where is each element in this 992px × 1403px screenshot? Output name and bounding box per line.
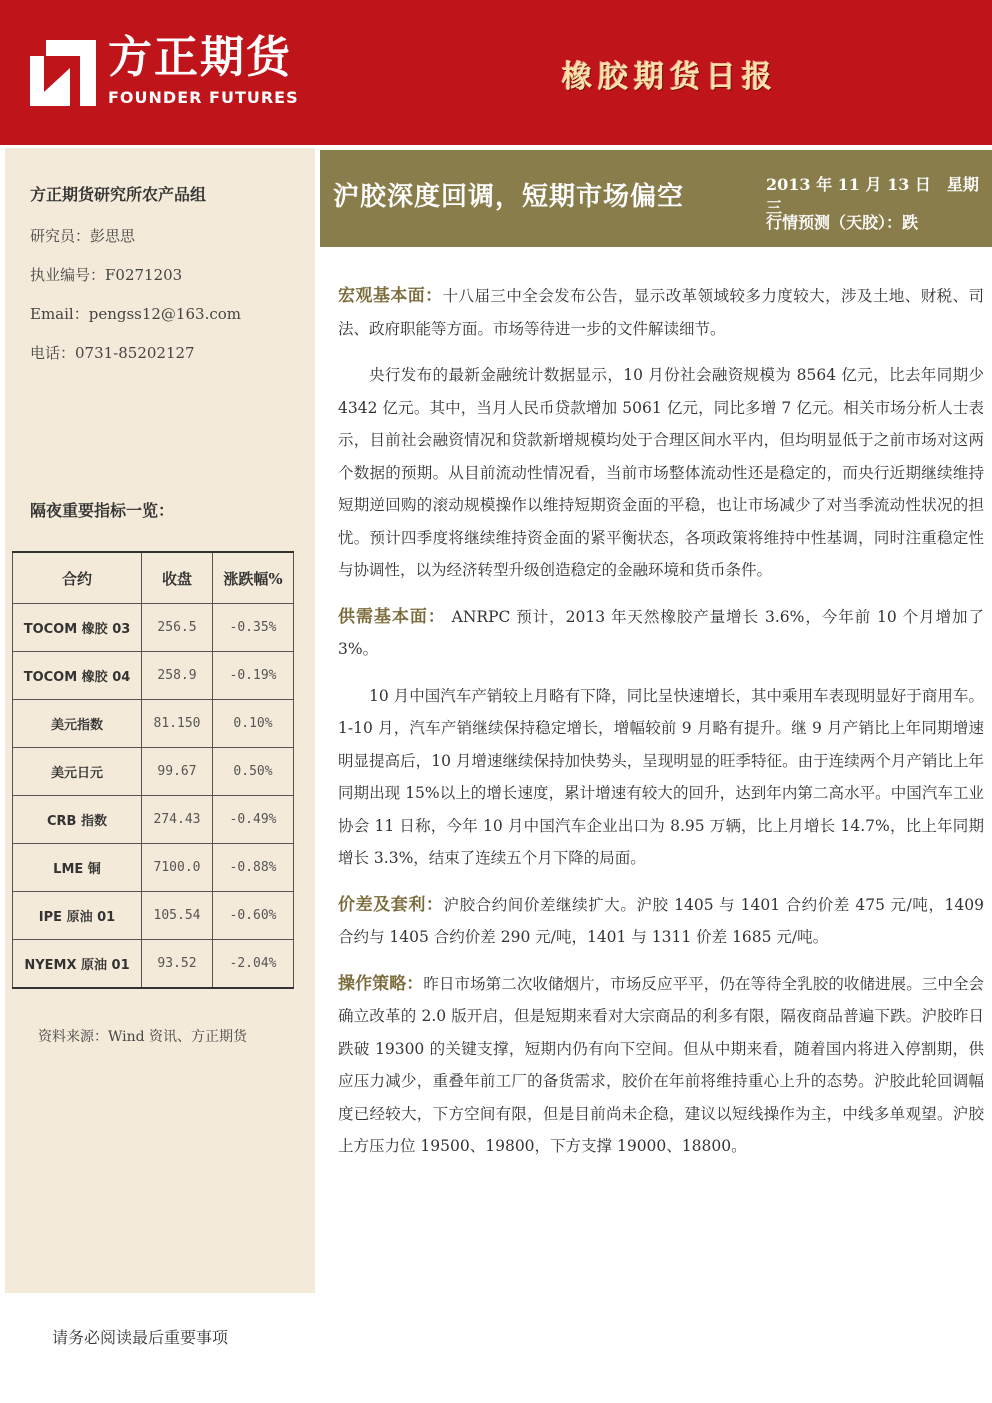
contract-name: TOCOM 橡胶 04 bbox=[13, 652, 142, 700]
footer-note: 请务必阅读最后重要事项 bbox=[52, 1328, 229, 1347]
data-source: 资料来源：Wind 资讯、方正期货 bbox=[38, 1029, 248, 1045]
section-heading-macro: 宏观基本面： bbox=[338, 286, 443, 306]
contract-name: 美元指数 bbox=[13, 700, 142, 748]
section-heading-strategy: 操作策略： bbox=[338, 973, 424, 994]
contract-name: LME 铜 bbox=[13, 844, 142, 892]
research-group: 方正期货研究所农产品组 bbox=[30, 185, 207, 204]
table-header-row bbox=[13, 552, 294, 604]
section-heading-spread: 价差及套利： bbox=[338, 894, 444, 915]
close-value: 274.43 bbox=[142, 796, 213, 844]
change-percent: -0.19% bbox=[213, 652, 294, 700]
table-row bbox=[13, 700, 294, 748]
macro-text: 十八届三中全会发布公告，显示改革领域较多力度较大，涉及土地、财税、司法、政府职能等方面。市场等待进一步的文件解读细节。 bbox=[338, 287, 984, 338]
contract-name: 美元日元 bbox=[13, 748, 142, 796]
spread-paragraph bbox=[338, 889, 984, 954]
table-row bbox=[13, 940, 294, 989]
change-percent: -2.04% bbox=[213, 940, 294, 989]
contract-name: IPE 原油 01 bbox=[13, 892, 142, 940]
change-percent: -0.35% bbox=[213, 604, 294, 652]
close-value: 93.52 bbox=[142, 940, 213, 989]
close-value: 7100.0 bbox=[142, 844, 213, 892]
close-value: 105.54 bbox=[142, 892, 213, 940]
close-value: 256.5 bbox=[142, 604, 213, 652]
table-row bbox=[13, 604, 294, 652]
section-heading-supply: 供需基本面： bbox=[338, 606, 446, 627]
close-value: 258.9 bbox=[142, 652, 213, 700]
overnight-indicators-table bbox=[12, 551, 294, 989]
supply-text: ANRPC 预计，2013 年天然橡胶产量增长 3.6%，今年前 10 个月增加了 3%。 bbox=[338, 607, 985, 658]
contract-name: TOCOM 橡胶 03 bbox=[13, 604, 142, 652]
report-date: 2013 年 11 月 13 日 星期三 bbox=[766, 175, 979, 217]
license-number: 执业编号：F0271203 bbox=[30, 266, 183, 284]
market-forecast: 行情预测（天胶）：跌 bbox=[766, 213, 919, 232]
table-row bbox=[13, 796, 294, 844]
table-row bbox=[13, 652, 294, 700]
logo-text-cn: 方正期货 bbox=[108, 32, 292, 83]
contract-name: NYEMX 原油 01 bbox=[13, 940, 142, 989]
change-percent: 0.50% bbox=[213, 748, 294, 796]
close-value: 81.150 bbox=[142, 700, 213, 748]
change-percent: 0.10% bbox=[213, 700, 294, 748]
researcher-name: 研究员：彭思思 bbox=[30, 227, 136, 245]
table-row bbox=[13, 748, 294, 796]
strategy-text: 昨日市场第二次收储烟片，市场反应平平，仍在等待全乳胶的收储进展。三中全会确立改革的 2.0 版开启，但是短期来看对大宗商品的利多有限，隔夜商品普遍下跌。沪胶昨日跌破 19300 的关键支撑，短期内仍有向下空间。但从中期来看，随着国内将进入停割期，供应压力减少，重叠年前工厂的备货需求，胶价在年前将维持重心上升的态势。沪胶此轮回调幅度已经较大，下方空间有限，但是目前尚未企稳，建议以短线操作为主，中线多单观望。沪胶上方压力位 19500、19800，下方支撑 19000、18800。 bbox=[338, 974, 984, 1155]
close-value: 99.67 bbox=[142, 748, 213, 796]
macro-paragraph bbox=[338, 280, 984, 345]
table-row bbox=[13, 844, 294, 892]
page-header bbox=[0, 0, 992, 145]
strategy-paragraph bbox=[338, 968, 984, 1163]
spread-text: 沪胶合约间价差继续扩大。沪胶 1405 与 1401 合约价差 475 元/吨，1409 合约与 1405 合约价差 290 元/吨，1401 与 1311 价差 1685 元/吨。 bbox=[338, 895, 984, 946]
logo-text-en: FOUNDER FUTURES bbox=[108, 88, 299, 107]
table-row bbox=[13, 892, 294, 940]
report-body bbox=[338, 280, 984, 1163]
change-percent: -0.60% bbox=[213, 892, 294, 940]
indicators-heading: 隔夜重要指标一览： bbox=[30, 501, 175, 520]
change-percent: -0.49% bbox=[213, 796, 294, 844]
column-header: 合约 bbox=[13, 552, 142, 604]
contract-name: CRB 指数 bbox=[13, 796, 142, 844]
change-percent: -0.88% bbox=[213, 844, 294, 892]
email-address: Email：pengss12@163.com bbox=[30, 305, 241, 323]
column-header: 收盘 bbox=[142, 552, 213, 604]
column-header: 涨跌幅% bbox=[213, 552, 294, 604]
headline: 沪胶深度回调，短期市场偏空 bbox=[333, 182, 685, 212]
report-title: 橡胶期货日报 bbox=[562, 60, 778, 95]
macro-finance-paragraph: 央行发布的最新金融统计数据显示，10 月份社会融资规模为 8564 亿元，比去年同期少 4342 亿元。其中，当月人民币贷款增加 5061 亿元，同比多增 7 亿元。相关市场分析人士表示，目前社会融资情况和贷款新增规模均处于合理区间水平内，但均明显低于之前市场对这两个数据的预期。从目前流动性情况看，当前市场整体流动性还是稳定的，而央行近期继续维持短期逆回购的滚动规模操作以维持短期资金面的平稳，也让市场减少了对当季流动性状况的担忧。预计四季度将继续维持资金面的紧平衡状态，各项政策将维持中性基调，同时注重稳定性与协调性，以为经济转型升级创造稳定的金融环境和货币条件。 bbox=[338, 366, 984, 579]
auto-sales-paragraph: 10 月中国汽车产销较上月略有下降，同比呈快速增长，其中乘用车表现明显好于商用车。1-10 月，汽车产销继续保持稳定增长，增幅较前 9 月略有提升。继 9 月产销比上年同期增速明显提高后，10 月增速继续保持加快势头，呈现明显的旺季特征。由于连续两个月产销比上年同期出现 15%以上的增长速度，累计增速有较大的回升，达到年内第二高水平。中国汽车工业协会 11 日称，今年 10 月中国汽车企业出口为 8.95 万辆，比上月增长 14.7%，比上年同期增长 3.3%，结束了连续五个月下降的局面。 bbox=[338, 686, 984, 867]
founder-logo-icon bbox=[30, 40, 96, 106]
supply-paragraph bbox=[338, 601, 984, 666]
phone-number: 电话：0731-85202127 bbox=[30, 344, 195, 362]
